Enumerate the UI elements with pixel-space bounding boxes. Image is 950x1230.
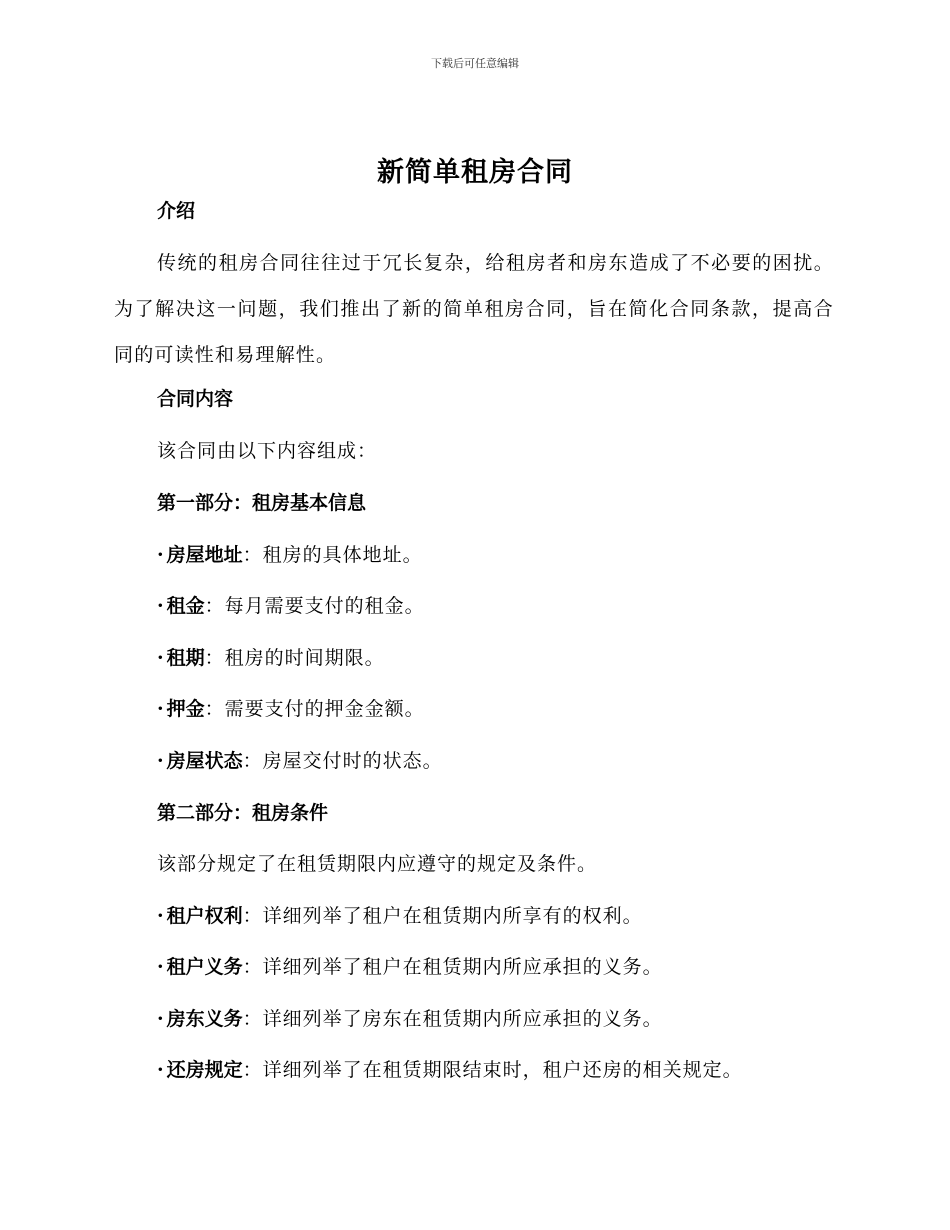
item-label: 房东义务 — [166, 1008, 243, 1030]
bullet-icon: · — [157, 595, 164, 617]
item-label: 租期 — [166, 647, 205, 669]
list-item — [157, 594, 425, 618]
part2-heading: 第二部分：租房条件 — [157, 802, 329, 824]
item-label: 租户权利 — [166, 905, 243, 927]
list-item — [157, 697, 425, 721]
bullet-icon: · — [157, 698, 164, 720]
list-item — [157, 749, 443, 773]
bullet-icon: · — [157, 1059, 164, 1081]
document-title: 新简单租房合同 — [377, 157, 573, 188]
item-label: 租户义务 — [166, 956, 243, 978]
intro-heading: 介绍 — [157, 200, 196, 222]
list-item — [157, 1007, 663, 1031]
list-item — [157, 646, 385, 670]
list-item — [157, 1058, 743, 1082]
content-intro: 该合同由以下内容组成： — [157, 440, 378, 462]
item-text: ：房屋交付时的状态。 — [242, 750, 443, 772]
item-text: ：租房的具体地址。 — [242, 544, 423, 566]
list-item — [157, 543, 423, 567]
item-text: ：租房的时间期限。 — [204, 647, 385, 669]
item-label: 还房规定 — [166, 1059, 243, 1081]
bullet-icon: · — [157, 544, 164, 566]
header-note: 下载后可任意编辑 — [431, 57, 519, 70]
item-label: 房屋状态 — [166, 750, 243, 772]
item-text: ：需要支付的押金金额。 — [204, 698, 425, 720]
part1-heading: 第一部分：租房基本信息 — [157, 492, 367, 514]
item-label: 押金 — [166, 698, 205, 720]
intro-paragraph: 传统的租房合同往往过于冗长复杂，给租房者和房东造成了不必要的困扰。为了解决这一问题，我们推出了新的简单租房合同，旨在简化合同条款，提高合同的可读性和易理解性。 — [114, 252, 834, 366]
item-text: ：详细列举了房东在租赁期内所应承担的义务。 — [242, 1008, 663, 1030]
list-item — [157, 904, 643, 928]
bullet-icon: · — [157, 1008, 164, 1030]
item-text: ：详细列举了租户在租赁期内所享有的权利。 — [242, 905, 643, 927]
bullet-icon: · — [157, 750, 164, 772]
content-heading: 合同内容 — [157, 388, 234, 410]
bullet-icon: · — [157, 647, 164, 669]
item-text: ：每月需要支付的租金。 — [204, 595, 425, 617]
item-text: ：详细列举了租户在租赁期内所应承担的义务。 — [242, 956, 663, 978]
part2-intro: 该部分规定了在租赁期限内应遵守的规定及条件。 — [157, 853, 598, 875]
bullet-icon: · — [157, 905, 164, 927]
item-text: ：详细列举了在租赁期限结束时，租户还房的相关规定。 — [242, 1059, 743, 1081]
item-label: 房屋地址 — [166, 544, 243, 566]
bullet-icon: · — [157, 956, 164, 978]
list-item — [157, 955, 663, 979]
item-label: 租金 — [166, 595, 205, 617]
